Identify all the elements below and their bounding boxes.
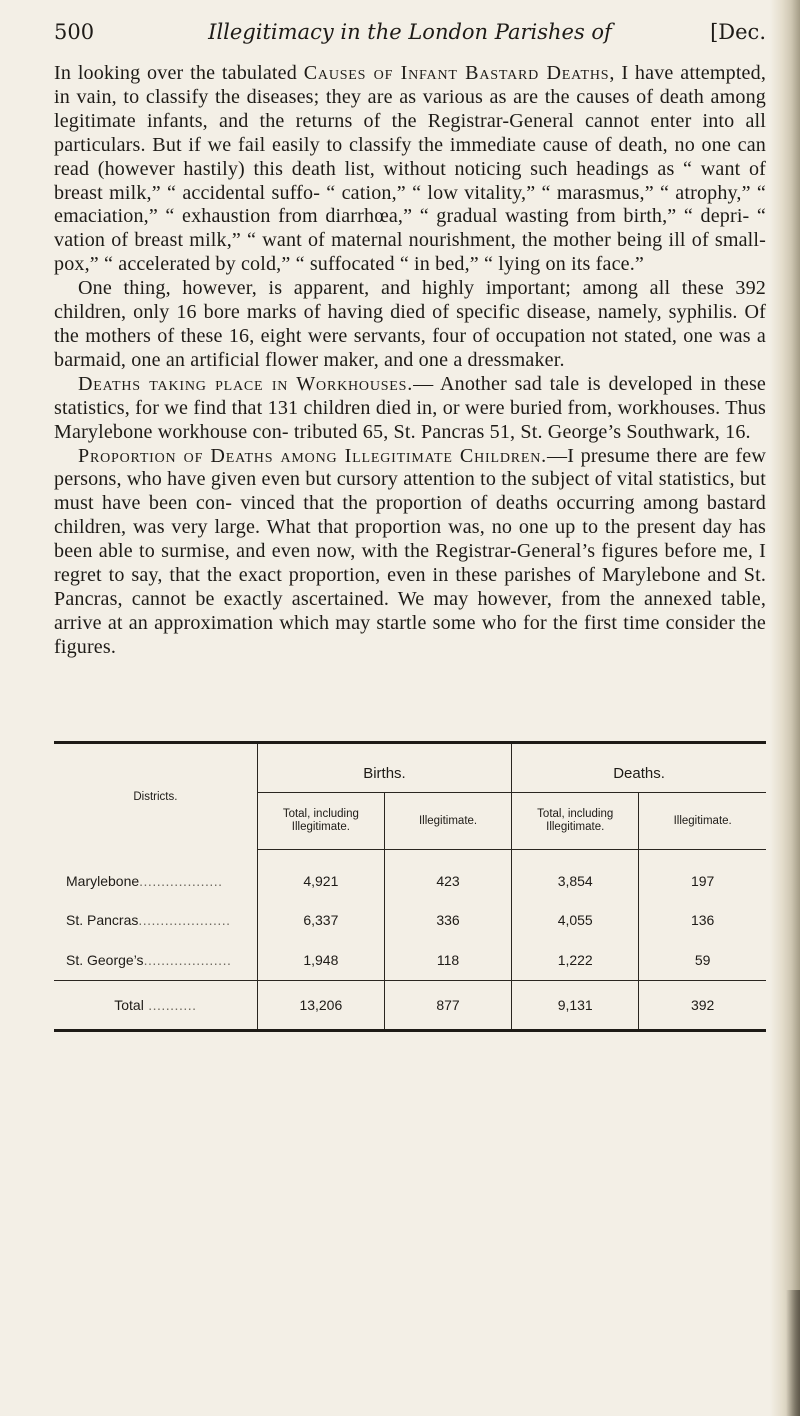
page-number: 500 <box>54 20 95 44</box>
leader-dots: ........... <box>143 997 197 1013</box>
paragraph <box>54 62 766 277</box>
section-heading: Deaths taking place in Workhouses. <box>78 372 414 395</box>
paragraph-text: —I presume there are few persons, who have given even but cursory attention to the subject of vital statistics, but must have been con- vinced that the proportion of deaths occurring among bastard children, was very large. What that proportion was, no one up to the present day has been able to surmise, and even now, with the Registrar-General’s figures before me, I regret to say, that the exact proportion, even in these parishes of Marylebone and St. Pancras, cannot be exactly ascertained. We may however, from the annexed table, arrive at an approximation which may startle some who for the first time consider the figures. <box>54 444 767 658</box>
paragraph-text: One thing, however, is apparent, and highly important; among all these 392 children, only 16 bore marks of having died of specific disease, namely, syphilis. Of the mothers of these 16, eight were servants, four of occupation not stated, one was a barmaid, one an artificial flower maker, and one a dressmaker. <box>54 277 766 371</box>
births-deaths-table <box>54 741 766 1032</box>
leader-dots: .................... <box>143 952 232 968</box>
deaths-total-cell: 4,055 <box>512 900 639 940</box>
births-total-sum: 13,206 <box>257 981 384 1030</box>
births-illegitimate-cell: 423 <box>384 850 511 901</box>
deaths-illegitimate-cell: 136 <box>639 900 766 940</box>
total-label: Total <box>114 997 144 1013</box>
leader-dots: ................... <box>139 872 223 889</box>
leader-dots: ..................... <box>138 912 231 928</box>
births-header: Births. <box>257 744 511 793</box>
births-illegitimate-cell: 336 <box>384 900 511 940</box>
section-heading: Causes of Infant Bastard Deaths <box>303 62 610 84</box>
births-total-cell: 4,921 <box>257 850 384 901</box>
district-name: Marylebone <box>66 872 140 889</box>
deaths-illegitimate-cell: 197 <box>639 850 766 901</box>
running-header <box>54 20 766 54</box>
births-illegitimate-sum: 877 <box>384 981 511 1030</box>
births-illegitimate-subheader: Illegitimate. <box>384 793 511 850</box>
paragraph-text: In looking over the tabulated <box>54 62 304 84</box>
deaths-illegitimate-subheader: Illegitimate. <box>639 793 766 850</box>
deaths-total-subheader: Total, including Illegitimate. <box>512 793 639 850</box>
table-row <box>54 850 766 901</box>
deaths-total-cell: 3,854 <box>512 850 639 901</box>
running-date: [Dec. <box>710 20 766 44</box>
running-title: Illegitimacy in the London Parishes of <box>208 20 612 44</box>
births-illegitimate-cell: 118 <box>384 940 511 981</box>
births-total-subheader: Total, including Illegitimate. <box>257 793 384 850</box>
page-corner-shadow <box>786 1290 800 1416</box>
births-total-cell: 1,948 <box>257 940 384 981</box>
paragraph <box>54 445 766 660</box>
paragraph <box>54 373 766 445</box>
deaths-illegitimate-cell: 59 <box>639 940 766 981</box>
section-heading: Proportion of Deaths among Illegitimate Children. <box>78 444 547 467</box>
deaths-header: Deaths. <box>512 744 766 793</box>
deaths-total-cell: 1,222 <box>512 940 639 981</box>
deaths-illegitimate-sum: 392 <box>639 981 766 1030</box>
deaths-total-sum: 9,131 <box>512 981 639 1030</box>
paragraph-text: — Another sad tale is developed in these statistics, for we find that 131 children died in, or were buried from, workhouses. Thus Marylebone workhouse con- tributed 65, St. Pancras 51, St. George’s Southwark, 16. <box>54 372 766 443</box>
paragraph <box>54 277 766 373</box>
district-name: St. Pancras <box>66 912 139 928</box>
districts-header: Districts. <box>133 790 178 803</box>
district-name: St. George’s <box>66 952 144 968</box>
total-row <box>54 981 766 1030</box>
page-edge-shadow <box>770 0 800 1416</box>
paragraph-text: , I have attempted, in vain, to classify the diseases; they are as various as are the causes of death among legitimate infants, and the returns of the Registrar-General cannot enter into all particulars. But if we fail easily to classify the immediate cause of death, no one can read (however hastily) this death list, without noticing such headings as “ want of breast milk,” “ accidental suffo- “ cation,” “ low vitality,” “ marasmus,” “ atrophy,” “ emaciation,” “ exhaustion from diarrhœa,” “ gradual wasting from birth,” “ depri- “ vation of breast milk,” “ want of maternal nourishment, the mother being ill of small-pox,” “ accelerated by cold,” “ suffocated “ in bed,” “ lying on its face.” <box>54 62 767 276</box>
table-row <box>54 900 766 940</box>
body-text <box>54 62 766 660</box>
table-row <box>54 940 766 981</box>
births-total-cell: 6,337 <box>257 900 384 940</box>
